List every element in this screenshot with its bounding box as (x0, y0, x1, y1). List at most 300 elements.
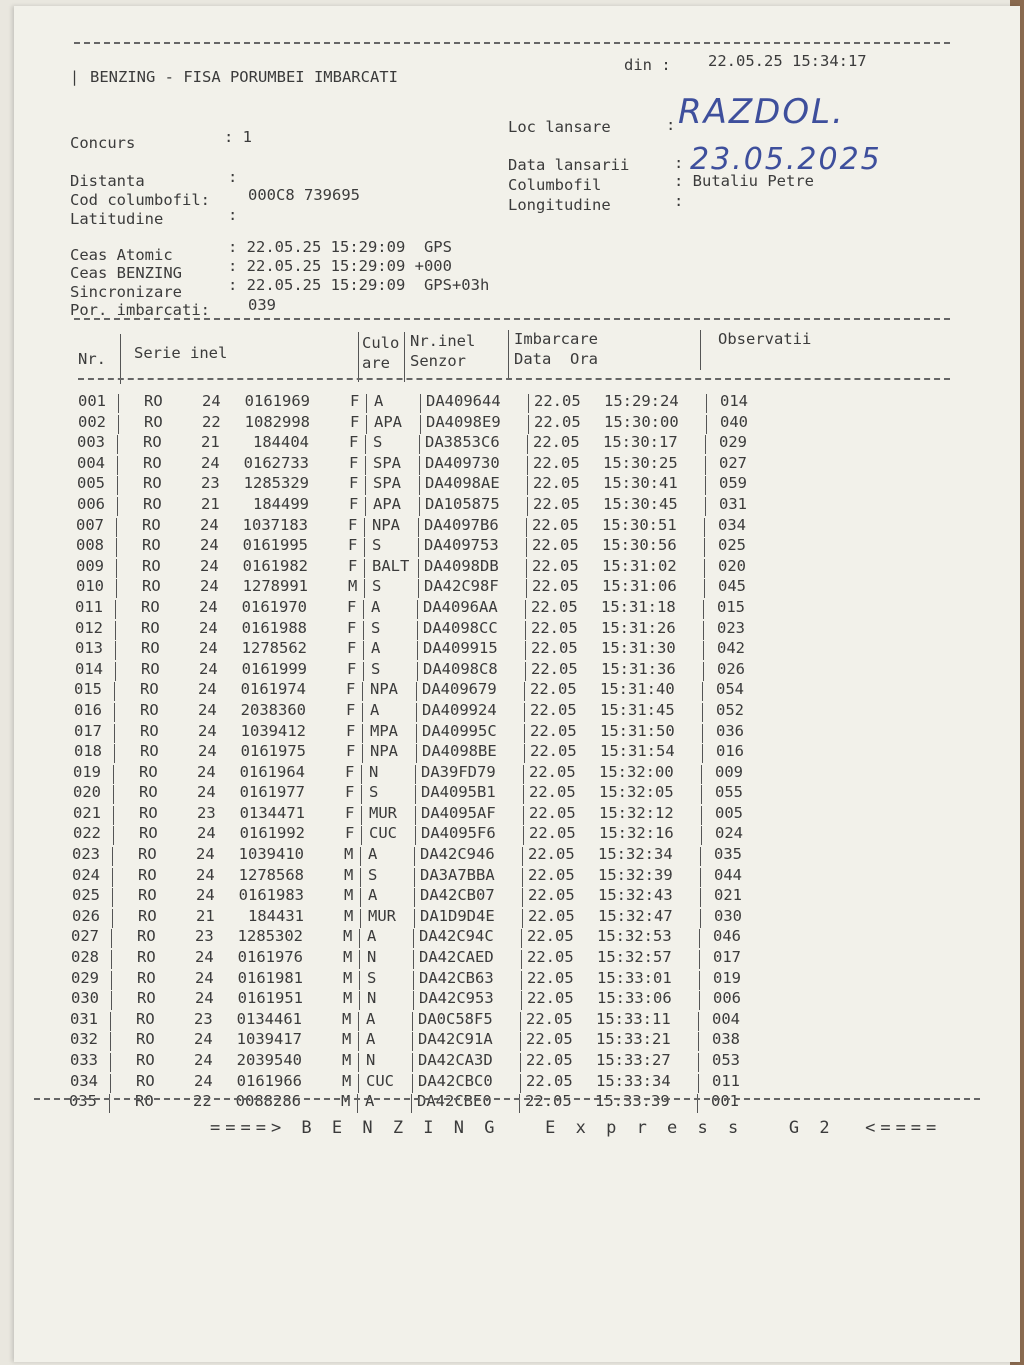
cell-sex: M (344, 845, 354, 864)
cell-date: 22.05 (532, 556, 579, 575)
cell-time: 15:33:27 (596, 1051, 671, 1069)
row-divider (528, 415, 529, 434)
row-divider (414, 888, 415, 907)
cell-sex: M (343, 948, 353, 967)
row-divider (364, 559, 365, 578)
table-row (73, 783, 976, 804)
cell-ring: 0161969 (244, 392, 310, 410)
cell-obs: 031 (719, 494, 747, 513)
cell-year: 24 (195, 948, 214, 967)
table-row (76, 516, 976, 537)
cell-date: 22.05 (534, 412, 581, 431)
row-divider (360, 868, 361, 887)
cell-time: 15:31:40 (600, 680, 675, 699)
row-divider (364, 579, 365, 598)
cell-sex: F (349, 474, 359, 493)
cell-date: 22.05 (525, 1092, 572, 1111)
row-divider (522, 868, 523, 887)
cell-ring: 1285302 (237, 927, 303, 946)
row-divider (111, 991, 112, 1010)
row-divider (420, 415, 421, 434)
cell-time: 15:32:05 (599, 783, 674, 802)
row-divider (524, 724, 525, 743)
row-divider (701, 806, 702, 825)
cell-date: 22.05 (531, 597, 578, 616)
cell-obs: 053 (712, 1051, 740, 1069)
table-row (73, 762, 976, 784)
cell-nr: 021 (73, 803, 101, 822)
cell-date: 22.05 (527, 927, 574, 946)
cell-time: 15:31:02 (602, 556, 677, 575)
cell-sensor: DA42C98F (424, 577, 499, 596)
cell-sex: F (349, 453, 359, 472)
table-row (71, 948, 976, 969)
cell-obs: 014 (720, 392, 748, 410)
cell-time: 15:30:45 (603, 494, 678, 513)
cell-country: RO (141, 659, 160, 678)
cell-date: 22.05 (533, 474, 580, 493)
row-divider (414, 847, 415, 866)
row-divider (527, 497, 528, 516)
cell-sensor: DA3A7BBA (420, 865, 495, 884)
cell-obs: 025 (718, 536, 746, 555)
cell-date: 22.05 (528, 886, 575, 905)
cell-country: RO (140, 680, 159, 699)
cell-country: RO (143, 433, 162, 452)
cell-nr: 029 (71, 968, 99, 987)
cell-date: 22.05 (530, 680, 577, 699)
cell-country: RO (142, 515, 161, 534)
cell-country: RO (137, 948, 156, 967)
cell-sensor: DA39FD79 (421, 762, 496, 781)
row-divider (110, 1032, 111, 1051)
cell-ring: 0161951 (237, 989, 303, 1008)
cell-date: 22.05 (527, 968, 574, 987)
row-divider (416, 744, 417, 763)
cell-sex: M (342, 1071, 352, 1090)
row-divider (115, 621, 116, 640)
cell-nr: 013 (75, 639, 103, 658)
cell-country: RO (140, 742, 159, 761)
cell-time: 15:32:39 (598, 865, 673, 884)
cell-sex: M (348, 577, 358, 596)
cell-nr: 030 (71, 989, 99, 1008)
cell-year: 23 (201, 474, 220, 493)
table-row (72, 865, 976, 887)
cell-sensor: DA4095F6 (421, 824, 496, 843)
cell-time: 15:33:34 (596, 1071, 671, 1090)
cell-nr: 006 (77, 494, 105, 513)
cell-time: 15:33:21 (596, 1030, 671, 1049)
cell-sex: F (347, 618, 357, 637)
row-divider (414, 868, 415, 887)
cell-time: 15:33:01 (597, 968, 672, 987)
cell-country: RO (137, 968, 156, 987)
cell-country: RO (141, 639, 160, 658)
row-divider (415, 785, 416, 804)
cell-time: 15:33:39 (595, 1092, 670, 1111)
cell-ring: 0161975 (240, 742, 306, 761)
table-row (76, 474, 976, 495)
cell-sensor: DA42CBE0 (417, 1092, 492, 1111)
cell-sensor: DA42C946 (420, 845, 495, 864)
cell-ring: 0161976 (237, 948, 303, 967)
cell-nr: 014 (75, 659, 103, 678)
row-divider (417, 662, 418, 681)
cell-date: 22.05 (533, 453, 580, 472)
cell-obs: 040 (720, 412, 748, 431)
cell-sex: F (345, 783, 355, 802)
row-divider (527, 476, 528, 495)
table-row (76, 433, 976, 454)
col-imbarcare-2: Data Ora (514, 350, 598, 368)
row-divider (419, 456, 420, 475)
cell-obs: 034 (718, 515, 746, 534)
row-divider (701, 826, 702, 845)
row-divider (704, 579, 705, 598)
cell-color: A (371, 639, 381, 658)
cell-time: 15:30:51 (602, 515, 677, 534)
cell-obs: 021 (714, 886, 742, 905)
cell-nr: 020 (73, 783, 101, 802)
cell-time: 15:31:54 (600, 742, 675, 761)
row-divider (358, 1032, 359, 1051)
col-divider (404, 332, 405, 382)
latitudine-value: : (228, 206, 238, 224)
concurs-label: Concurs (70, 134, 136, 152)
cell-country: RO (144, 412, 163, 431)
cell-country: RO (139, 803, 158, 822)
cell-ring: 0161982 (242, 556, 308, 575)
table-row (70, 1009, 976, 1031)
cell-country: RO (136, 1051, 155, 1069)
cell-time: 15:33:06 (597, 989, 672, 1008)
cell-color: A (366, 1009, 376, 1028)
cell-date: 22.05 (533, 433, 580, 452)
cell-sensor: DA4095AF (421, 803, 496, 822)
cell-time: 15:31:26 (601, 618, 676, 637)
columbofil-label: Columbofil (508, 176, 602, 194)
cell-nr: 022 (73, 824, 101, 843)
row-divider (419, 435, 420, 454)
longitudine-value: : (674, 192, 684, 210)
row-divider (362, 682, 363, 701)
table-row (76, 680, 976, 701)
cell-sex: F (347, 659, 357, 678)
cell-ring: 1278991 (242, 577, 308, 596)
row-divider (705, 497, 706, 516)
cell-sex: M (343, 989, 353, 1008)
row-divider (698, 1074, 699, 1093)
cod-columbofil-label: Cod columbofil: (70, 191, 210, 209)
cell-obs: 045 (718, 577, 746, 596)
row-divider (521, 991, 522, 1010)
row-divider (110, 1012, 111, 1031)
cell-country: RO (137, 927, 156, 946)
data-lansarii-value: : (674, 154, 684, 172)
cell-time: 15:32:12 (599, 803, 674, 822)
ceas-atomic-value: : 22.05.25 15:29:09 GPS (228, 238, 452, 256)
cell-year: 24 (198, 721, 217, 740)
cell-country: RO (143, 474, 162, 493)
row-divider (116, 518, 117, 537)
porumbei-imbarcati-label: Por. imbarcati: (70, 301, 210, 319)
cell-sex: F (347, 639, 357, 658)
row-divider (110, 1053, 111, 1072)
cell-ring: 0161966 (236, 1071, 302, 1090)
cod-columbofil-value: 000C8 739695 (248, 186, 360, 204)
cell-obs: 017 (713, 948, 741, 967)
cell-sensor: DA4098CC (423, 618, 498, 637)
cell-color: MUR (369, 803, 397, 822)
row-divider (525, 621, 526, 640)
row-divider (702, 744, 703, 763)
cell-sex: M (341, 1092, 351, 1111)
table-row (76, 660, 976, 681)
cell-sensor: DA42C94C (419, 927, 494, 946)
row-divider (365, 497, 366, 516)
cell-year: 24 (199, 639, 218, 658)
cell-year: 24 (197, 824, 216, 843)
cell-country: RO (142, 556, 161, 575)
cell-ring: 0161995 (242, 536, 308, 555)
row-divider (523, 765, 524, 784)
row-divider (524, 744, 525, 763)
cell-sex: F (345, 803, 355, 822)
table-row (76, 742, 976, 763)
row-divider (523, 785, 524, 804)
col-culoare-1: Culo (362, 334, 400, 352)
row-divider (359, 971, 360, 990)
cell-sensor: DA409679 (422, 680, 497, 699)
cell-sensor: DA4095B1 (421, 783, 496, 802)
cell-country: RO (139, 762, 158, 781)
row-divider (419, 476, 420, 495)
row-divider (700, 847, 701, 866)
cell-year: 24 (200, 515, 219, 534)
cell-color: S (371, 659, 381, 678)
cell-color: S (369, 783, 379, 802)
cell-year: 24 (199, 659, 218, 678)
col-culoare-2: are (362, 354, 390, 372)
ceas-atomic-label: Ceas Atomic (70, 246, 173, 264)
cell-nr: 028 (71, 948, 99, 967)
cell-year: 24 (194, 1071, 213, 1090)
cell-time: 15:32:00 (599, 762, 674, 781)
row-divider (116, 559, 117, 578)
row-divider (412, 1012, 413, 1031)
row-divider (114, 682, 115, 701)
cell-ring: 1037183 (242, 515, 308, 534)
table-row (70, 1030, 976, 1051)
row-divider (366, 415, 367, 434)
cell-time: 15:31:18 (601, 597, 676, 616)
cell-time: 15:31:45 (600, 700, 675, 719)
cell-obs: 024 (715, 824, 743, 843)
row-divider (699, 971, 700, 990)
cell-country: RO (144, 392, 163, 410)
cell-year: 24 (198, 742, 217, 761)
cell-color: S (368, 865, 378, 884)
row-divider (115, 641, 116, 660)
row-divider (524, 703, 525, 722)
cell-obs: 001 (711, 1092, 739, 1111)
row-divider (416, 724, 417, 743)
row-divider (699, 991, 700, 1010)
cell-obs: 023 (717, 618, 745, 637)
row-divider (418, 579, 419, 598)
cell-time: 15:32:16 (599, 824, 674, 843)
cell-year: 24 (201, 453, 220, 472)
cell-date: 22.05 (533, 494, 580, 513)
row-divider (703, 662, 704, 681)
table-row (70, 1071, 976, 1093)
ceas-benzing-label: Ceas BENZING (70, 264, 182, 282)
row-divider (364, 538, 365, 557)
table-row (76, 722, 976, 743)
row-divider (698, 1032, 699, 1051)
cell-country: RO (138, 845, 157, 864)
table-row (72, 906, 976, 928)
cell-sensor: DA42CBC0 (418, 1071, 493, 1090)
cell-time: 15:32:47 (598, 906, 673, 925)
cell-year: 24 (197, 762, 216, 781)
cell-date: 22.05 (529, 803, 576, 822)
cell-obs: 016 (716, 742, 744, 761)
cell-color: APA (374, 412, 402, 431)
table-row (71, 927, 976, 948)
cell-date: 22.05 (526, 1009, 573, 1028)
cell-sensor: DA42C91A (418, 1030, 493, 1049)
row-divider (525, 600, 526, 619)
cell-year: 22 (193, 1092, 212, 1111)
cell-country: RO (140, 700, 159, 719)
row-divider (521, 950, 522, 969)
cell-color: BALT (372, 556, 410, 575)
cell-date: 22.05 (529, 783, 576, 802)
cell-nr: 010 (76, 577, 104, 596)
row-divider (700, 909, 701, 928)
table-head-dashed-rule (78, 378, 950, 380)
data-lansarii-label: Data lansarii (508, 156, 630, 174)
cell-obs: 026 (717, 659, 745, 678)
row-divider (699, 950, 700, 969)
cell-sex: F (348, 536, 358, 555)
cell-sensor: DA4098AE (425, 474, 500, 493)
row-divider (526, 518, 527, 537)
cell-time: 15:30:56 (602, 536, 677, 555)
cell-nr: 009 (76, 556, 104, 575)
row-divider (523, 826, 524, 845)
row-divider (527, 456, 528, 475)
col-nr-inel-1: Nr.inel (410, 332, 476, 350)
table-row (69, 1092, 976, 1113)
cell-color: MPA (370, 721, 398, 740)
cell-nr: 015 (74, 680, 102, 699)
cell-sensor: DA409924 (422, 700, 497, 719)
cell-nr: 005 (77, 474, 105, 493)
row-divider (115, 662, 116, 681)
concurs-value: : 1 (224, 128, 252, 146)
cell-country: RO (143, 494, 162, 513)
cell-date: 22.05 (532, 515, 579, 534)
cell-country: RO (142, 577, 161, 596)
cell-obs: 046 (713, 927, 741, 946)
row-divider (113, 785, 114, 804)
cell-sensor: DA4098C8 (423, 659, 498, 678)
row-divider (114, 703, 115, 722)
col-divider (508, 330, 509, 380)
cell-color: A (366, 1030, 376, 1049)
row-divider (699, 929, 700, 948)
cell-date: 22.05 (528, 845, 575, 864)
row-divider (362, 703, 363, 722)
cell-nr: 025 (72, 886, 100, 905)
cell-sex: F (350, 392, 360, 410)
cell-date: 22.05 (532, 577, 579, 596)
row-divider (415, 806, 416, 825)
cell-ring: 184431 (248, 906, 304, 925)
top-dashed-rule (74, 42, 950, 44)
porumbei-imbarcati-value: 039 (248, 296, 276, 314)
cell-ring: 0134471 (239, 803, 305, 822)
header-dashed-rule (74, 318, 950, 320)
table-row (76, 454, 976, 475)
col-divider (700, 330, 701, 370)
cell-nr: 026 (72, 906, 100, 925)
cell-obs: 044 (714, 865, 742, 884)
row-divider (702, 682, 703, 701)
cell-sex: F (346, 721, 356, 740)
row-divider (705, 435, 706, 454)
row-divider (420, 394, 421, 413)
cell-color: NPA (370, 742, 398, 761)
row-divider (112, 847, 113, 866)
row-divider (360, 909, 361, 928)
cell-obs: 015 (717, 597, 745, 616)
row-divider (415, 765, 416, 784)
row-divider (110, 1074, 111, 1093)
cell-time: 15:31:30 (601, 639, 676, 658)
row-divider (361, 806, 362, 825)
row-divider (417, 600, 418, 619)
cell-sensor: DA42CB63 (419, 968, 494, 987)
row-divider (413, 971, 414, 990)
cell-ring: 0161964 (239, 762, 305, 781)
cell-ring: 0161970 (241, 597, 307, 616)
row-divider (701, 785, 702, 804)
cell-nr: 002 (78, 412, 106, 431)
cell-color: S (372, 577, 382, 596)
row-divider (526, 579, 527, 598)
cell-year: 24 (200, 556, 219, 575)
cell-obs: 011 (712, 1071, 740, 1090)
title-bar-left: | (70, 68, 80, 86)
cell-sensor: DA42CB07 (420, 886, 495, 905)
cell-year: 21 (201, 433, 220, 452)
row-divider (524, 682, 525, 701)
row-divider (359, 991, 360, 1010)
cell-ring: 0161981 (237, 968, 303, 987)
cell-time: 15:31:36 (601, 659, 676, 678)
table-row (76, 577, 976, 598)
cell-sensor: DA1D9D4E (420, 906, 495, 925)
cell-ring: 1039417 (236, 1030, 302, 1049)
row-divider (526, 538, 527, 557)
table-row (71, 989, 976, 1010)
row-divider (361, 765, 362, 784)
cell-nr: 011 (75, 597, 103, 616)
